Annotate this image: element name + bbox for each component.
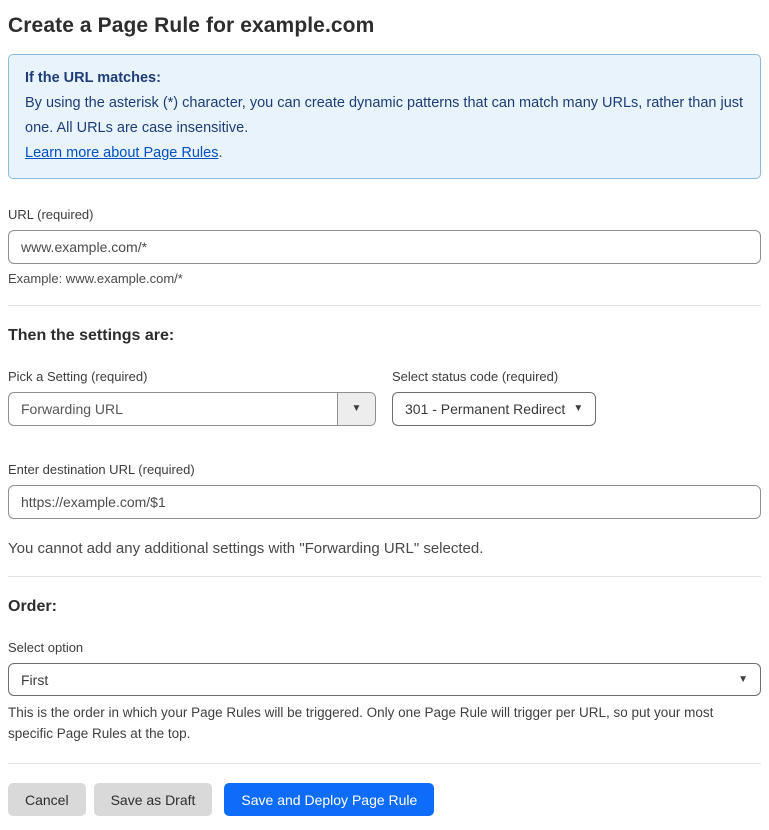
status-code-select-value: 301 - Permanent Redirect	[405, 401, 566, 417]
url-field-label: URL (required)	[8, 207, 94, 222]
chevron-down-icon: ▼	[738, 673, 748, 685]
settings-row	[8, 369, 761, 426]
save-and-deploy-button[interactable]: Save and Deploy Page Rule	[224, 783, 434, 816]
page-title: Create a Page Rule for example.com	[8, 14, 375, 37]
form-actions	[8, 783, 761, 816]
url-match-info-box	[8, 54, 761, 179]
info-box-heading: If the URL matches:	[25, 70, 161, 86]
section-divider	[8, 763, 761, 764]
cancel-button[interactable]: Cancel	[8, 783, 86, 816]
order-select-value: First	[21, 671, 49, 688]
pick-setting-label: Pick a Setting (required)	[8, 369, 148, 384]
learn-more-link[interactable]: Learn more about Page Rules	[25, 145, 219, 161]
order-select-label: Select option	[8, 640, 84, 655]
order-select[interactable]	[8, 663, 761, 696]
info-box-link-line	[25, 141, 744, 166]
order-helper-text: This is the order in which your Page Rules will be triggered. Only one Page Rule will trigger per URL, so put your most specific Page Rules at the top.	[8, 705, 714, 741]
pick-setting-column	[8, 369, 376, 426]
save-as-draft-button[interactable]: Save as Draft	[94, 783, 213, 816]
status-code-column	[392, 369, 596, 426]
link-suffix: .	[218, 145, 223, 161]
settings-section-heading: Then the settings are:	[8, 327, 175, 344]
url-example-helper: Example: www.example.com/*	[8, 271, 183, 286]
chevron-down-icon: ▼	[573, 403, 584, 414]
destination-url-label: Enter destination URL (required)	[8, 462, 195, 477]
destination-url-block	[8, 462, 761, 519]
info-box-body: By using the asterisk (*) character, you can create dynamic patterns that can match many URLs, rather than just one. All URLs are case insensitive.	[25, 95, 744, 136]
section-divider	[8, 305, 761, 306]
status-code-select[interactable]	[392, 392, 596, 426]
section-divider	[8, 576, 761, 577]
setting-select-arrow-button[interactable]	[337, 393, 375, 425]
status-code-label: Select status code (required)	[392, 369, 559, 384]
url-input[interactable]	[8, 230, 761, 264]
chevron-down-icon: ▼	[351, 403, 362, 414]
destination-url-input[interactable]	[8, 485, 761, 519]
setting-select-value: Forwarding URL	[21, 401, 123, 417]
setting-select[interactable]	[8, 392, 376, 426]
forwarding-url-note: You cannot add any additional settings with "Forwarding URL" selected.	[8, 540, 484, 557]
order-section-heading: Order:	[8, 598, 57, 615]
